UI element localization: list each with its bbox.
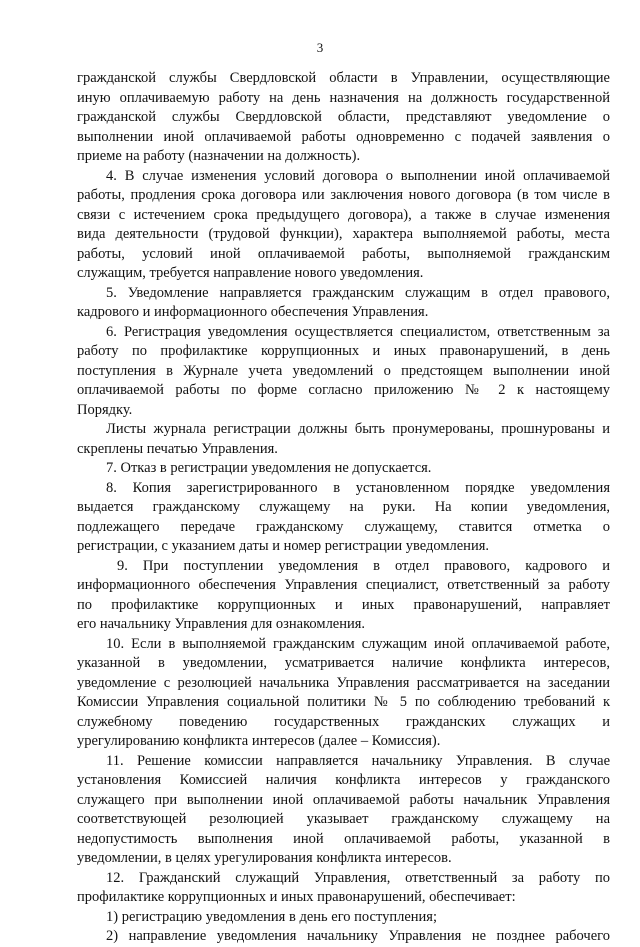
text-line: служебному поведению государственных гражданских служащих и: [77, 713, 610, 730]
text-line: урегулированию конфликта интересов (далее – Комиссия).: [77, 733, 441, 749]
text-line: соответствующей резолюцией указывает гражданскому служащему на: [77, 811, 610, 827]
text-line: вида деятельности (трудовой функции), характера выполняемой работы, места: [77, 226, 610, 242]
text-line: 5. Уведомление направляется гражданским служащим в отдел правового,: [106, 284, 610, 301]
paragraph-item-7: [77, 459, 610, 479]
text-line: 1) регистрацию уведомления в день его поступления;: [106, 908, 438, 925]
text-line: 11. Решение комиссии направляется начальнику Управления. В случае: [106, 752, 610, 769]
text-line: информационного обеспечения Управления специалист, ответственный за работу: [77, 577, 610, 593]
text-line: недопустимость выполнения иной оплачиваемой работы, указанной в: [77, 830, 610, 847]
paragraph-item-11: [77, 752, 610, 869]
text-line: Листы журнала регистрации должны быть пронумерованы, прошнурованы и: [106, 421, 610, 437]
text-line: приеме на работу (назначении на должность).: [77, 148, 361, 164]
text-line: Комиссии Управления социальной политики № 5 по соблюдению требований к: [77, 694, 610, 710]
paragraph-continuation: [77, 69, 610, 167]
text-line: подлежащего передаче гражданскому служащему, ставится отметка о: [77, 518, 610, 535]
text-line: Порядку.: [77, 401, 133, 418]
paragraph-item-8: [77, 479, 610, 557]
text-line: служащим, требуется направление нового уведомления.: [77, 265, 424, 281]
paragraph-item-4: [77, 167, 610, 284]
paragraph-item-5: [77, 284, 610, 323]
text-line: работы, условий иной оплачиваемой работы, выполняемой гражданским: [77, 245, 610, 262]
text-line: служащего при выполнении иной оплачиваемой работы начальник Управления: [77, 791, 610, 808]
text-line: связи с истечением срока предыдущего договора), а также в случае изменения: [77, 206, 610, 223]
text-line: работу по профилактике коррупционных и иных правонарушений, в день: [77, 343, 610, 359]
paragraph-journal-sheets: [77, 420, 610, 459]
text-line: профилактике коррупционных и иных правонарушений, обеспечивает:: [77, 889, 516, 905]
text-line: гражданской службы Свердловской области в Управлении, осуществляющие: [77, 70, 610, 86]
paragraph-item-9: [77, 557, 610, 635]
body-text: [77, 69, 610, 947]
paragraph-item-10: [77, 635, 610, 752]
text-line: уведомление с резолюцией начальника Управления рассматривается на заседании: [77, 674, 610, 691]
text-line: 10. Если в выполняемой гражданским служащим иной оплачиваемой работе,: [106, 635, 610, 652]
text-line: его начальнику Управления для ознакомления.: [77, 616, 366, 632]
paragraph-item-6: [77, 323, 610, 421]
text-line: регистрации, с указанием даты и номер регистрации уведомления.: [77, 538, 489, 554]
text-line: установления Комиссией наличия конфликта интересов у гражданского: [77, 772, 610, 788]
text-line: указанной в уведомлении, усматривается наличие конфликта интересов,: [77, 655, 610, 671]
text-line: иную оплачиваемую работу на день назначения на должность государственной: [77, 89, 610, 106]
text-line: оплачиваемой работы по форме согласно приложению № 2 к настоящему: [77, 382, 610, 398]
text-line: 8. Копия зарегистрированного в установленном порядке уведомления: [106, 479, 610, 496]
text-line: гражданской службы Свердловской области, представляют уведомление о: [77, 109, 610, 125]
text-line: выполнении иной оплачиваемой работы одновременно с подачей заявления о: [77, 128, 610, 145]
subitem-2: [77, 927, 610, 947]
text-line: по профилактике коррупционных и иных правонарушений, направляет: [77, 596, 610, 613]
text-line: кадрового и информационного обеспечения Управления.: [77, 304, 429, 320]
text-line: 6. Регистрация уведомления осуществляется специалистом, ответственным за: [106, 323, 610, 340]
subitem-1: [77, 908, 610, 928]
page-number: 3: [316, 40, 324, 55]
text-line: скреплены печатью Управления.: [77, 440, 278, 457]
text-line: поступления в Журнале учета уведомлений о предстоящем выполнении иной: [77, 362, 610, 379]
text-line: 2) направление уведомления начальнику Управления не позднее рабочего: [106, 928, 610, 944]
text-line: выдается гражданскому служащему на руки. На копии уведомления,: [77, 499, 610, 515]
text-line: работы, продления срока договора или заключения нового договора (в том числе в: [77, 187, 610, 203]
text-line: 12. Гражданский служащий Управления, ответственный за работу по: [106, 869, 610, 886]
text-line: уведомлении, в целях урегулирования конфликта интересов.: [77, 850, 452, 866]
text-line: 7. Отказ в регистрации уведомления не допускается.: [106, 460, 432, 476]
paragraph-item-12: [77, 869, 610, 908]
text-line: 4. В случае изменения условий договора о выполнении иной оплачиваемой: [106, 167, 610, 184]
text-line: 9. При поступлении уведомления в отдел правового, кадрового и: [117, 557, 610, 574]
